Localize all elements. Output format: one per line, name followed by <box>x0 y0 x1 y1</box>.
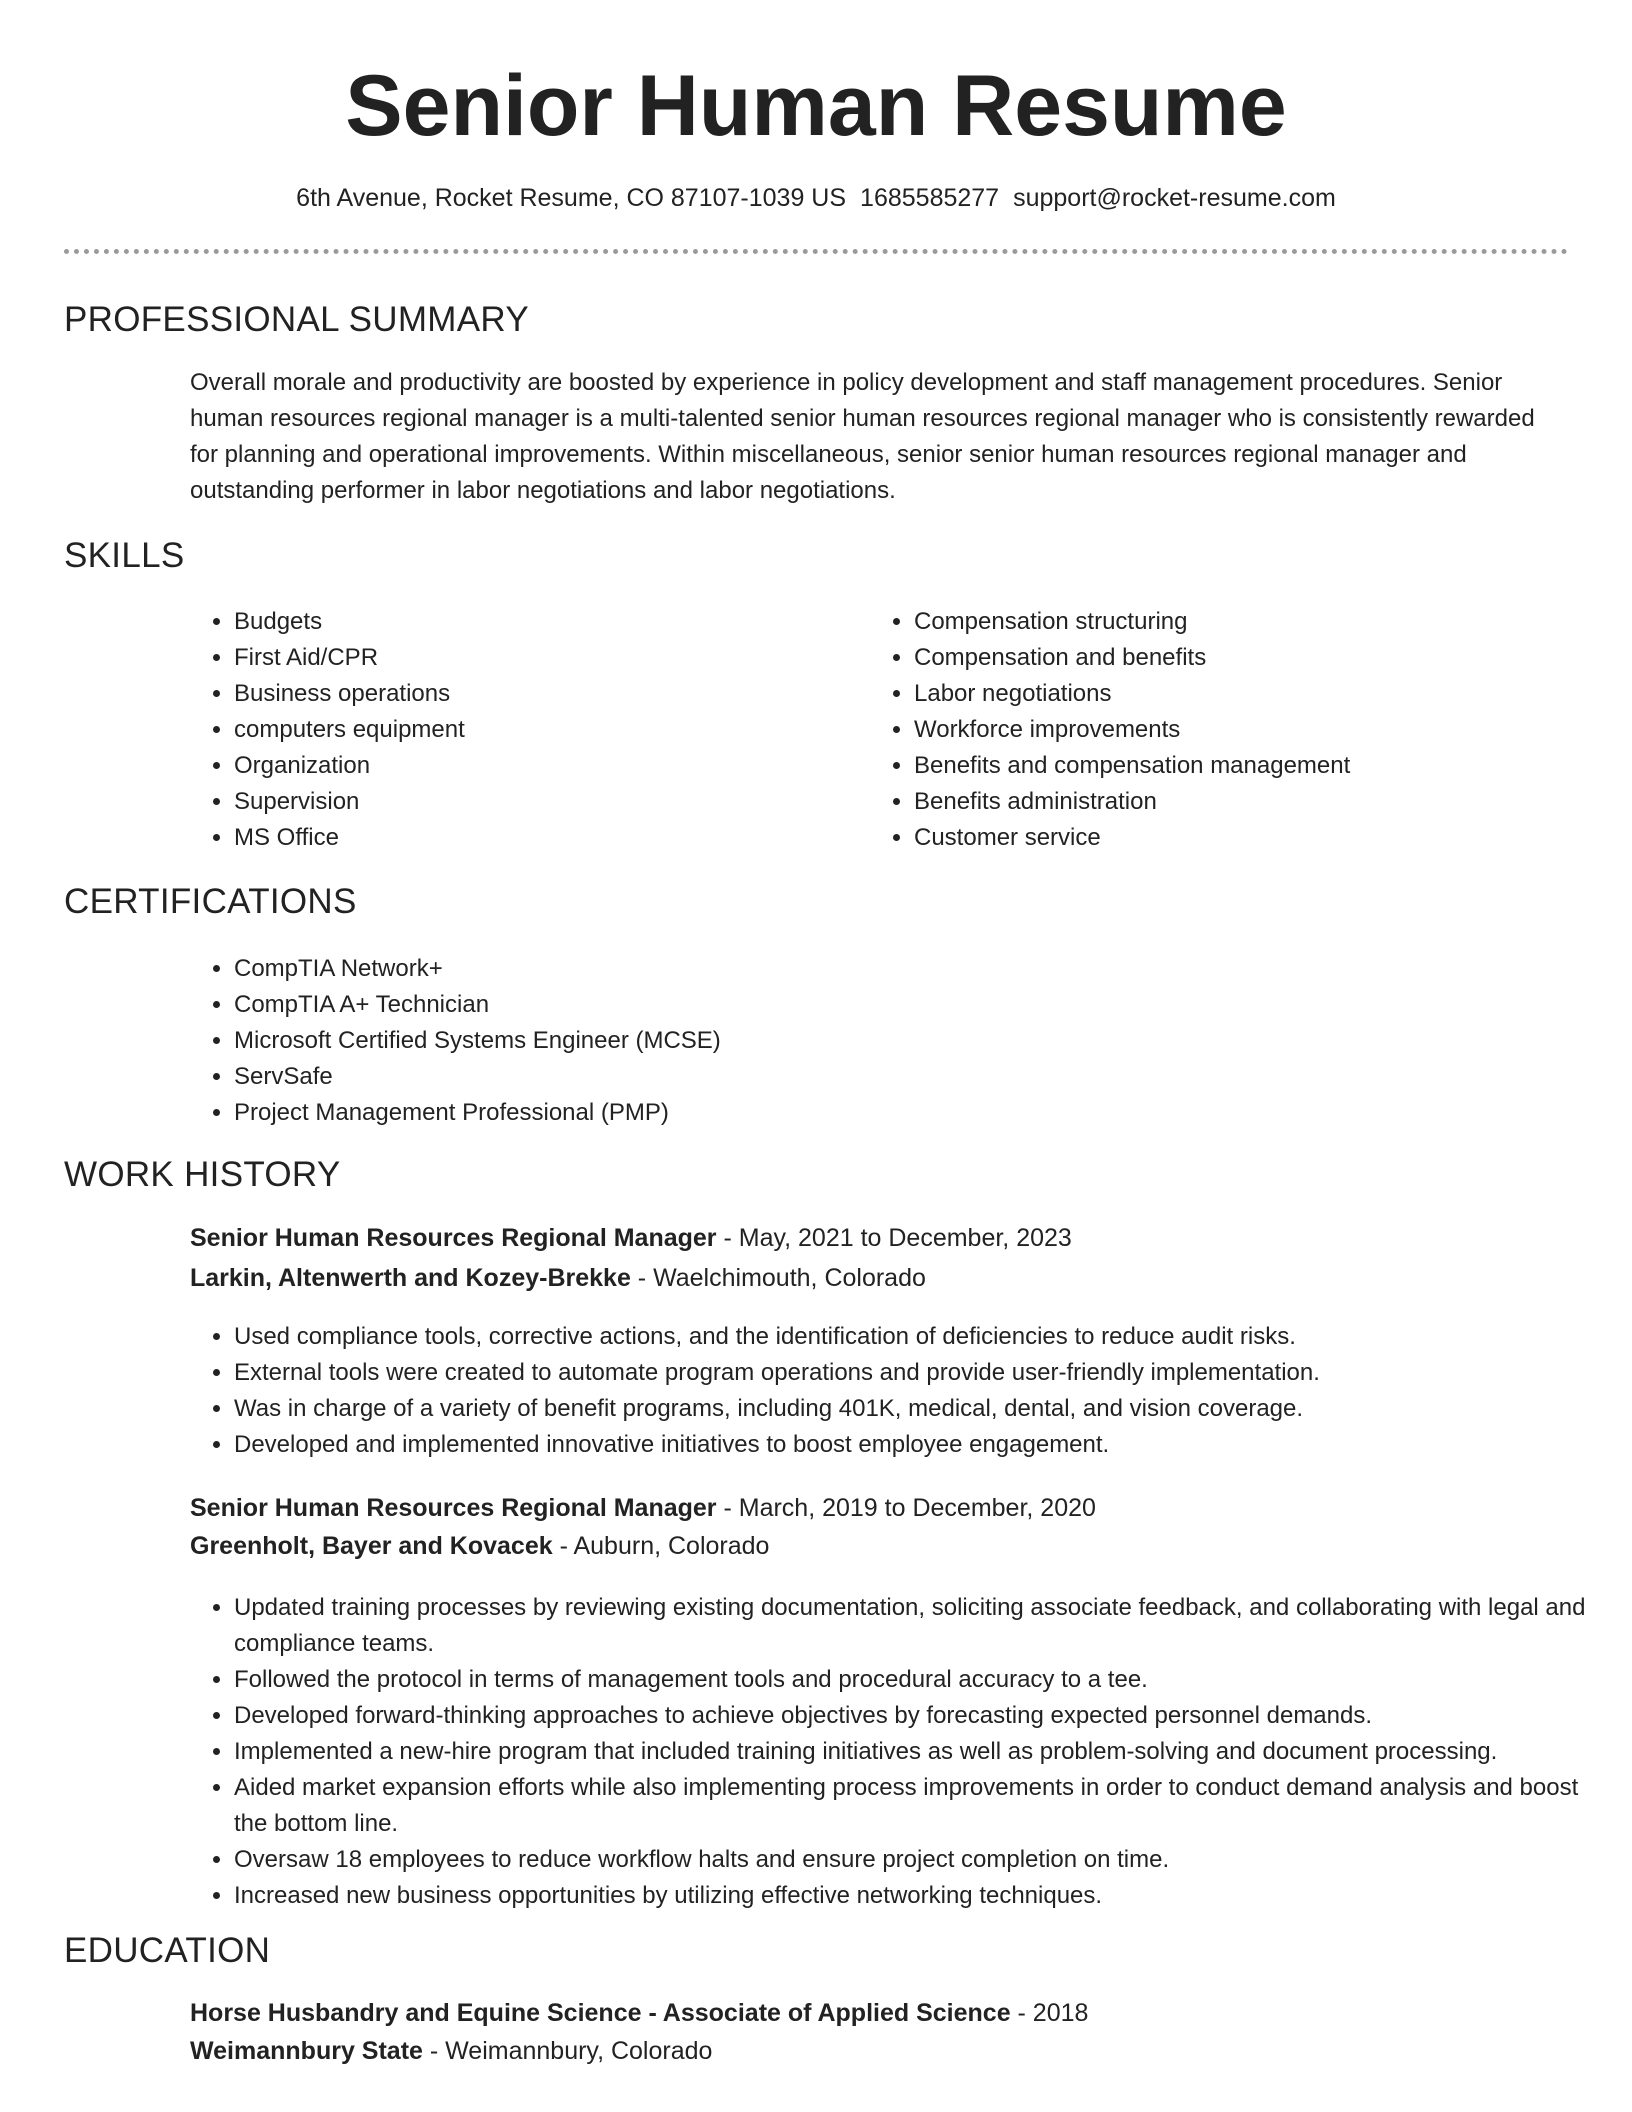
skill-item: • Compensation and benefits <box>914 640 1614 676</box>
job-location: - Auburn, Colorado <box>552 1532 770 1560</box>
education-degree-line <box>190 1995 1088 2031</box>
skills-heading: SKILLS <box>64 536 185 575</box>
summary-heading: PROFESSIONAL SUMMARY <box>64 300 529 339</box>
skill-item: • Benefits administration <box>914 784 1614 820</box>
header-divider <box>64 249 1568 254</box>
job-bullet: • Increased new business opportunities by utilizing effective networking techniques. <box>234 1878 1614 1914</box>
job-title-line <box>190 1220 1072 1256</box>
skill-item: • Supervision <box>234 784 874 820</box>
certification-item: • Microsoft Certified Systems Engineer (MCSE) <box>234 1023 1234 1059</box>
contact-email: support@rocket-resume.com <box>1013 184 1336 212</box>
education-school: Weimannbury State <box>190 2037 423 2065</box>
job-dates: - May, 2021 to December, 2023 <box>716 1224 1072 1252</box>
job-bullet: • Developed and implemented innovative initiatives to boost employee engagement. <box>234 1427 1614 1463</box>
job-bullet: • Followed the protocol in terms of management tools and procedural accuracy to a tee. <box>234 1662 1614 1698</box>
certification-item: • ServSafe <box>234 1059 1234 1095</box>
education-location: - Weimannbury, Colorado <box>422 2037 713 2065</box>
job-title: Senior Human Resources Regional Manager <box>190 1494 717 1522</box>
skill-item: • Budgets <box>234 604 874 640</box>
certifications-heading: CERTIFICATIONS <box>64 882 357 921</box>
job-dates: - March, 2019 to December, 2020 <box>716 1494 1096 1522</box>
job-bullets <box>190 1319 1614 1463</box>
job-bullet: • Oversaw 18 employees to reduce workflow halts and ensure project completion on time. <box>234 1842 1614 1878</box>
job-bullet: • Aided market expansion efforts while also implementing process improvements in order to conduct demand analysis and boost the bottom line. <box>234 1770 1614 1842</box>
certification-item: • Project Management Professional (PMP) <box>234 1095 1234 1131</box>
skill-item: • Customer service <box>914 820 1614 856</box>
job-bullet: • Used compliance tools, corrective actions, and the identification of deficiencies to reduce audit risks. <box>234 1319 1614 1355</box>
work-history-heading: WORK HISTORY <box>64 1155 341 1194</box>
education-school-line <box>190 2033 712 2069</box>
job-bullet: • Updated training processes by reviewing existing documentation, soliciting associate feedback, and collaborating with legal and compliance teams. <box>234 1590 1614 1662</box>
job-bullet: • Developed forward-thinking approaches to achieve objectives by forecasting expected personnel demands. <box>234 1698 1614 1734</box>
skill-item: • Workforce improvements <box>914 712 1614 748</box>
skill-item: • Business operations <box>234 676 874 712</box>
job-bullets <box>190 1590 1614 1914</box>
job-company-line <box>190 1260 926 1296</box>
job-company-line <box>190 1528 769 1564</box>
job-company: Greenholt, Bayer and Kovacek <box>190 1532 553 1560</box>
contact-phone: 1685585277 <box>860 184 1000 212</box>
education-year: - 2018 <box>1010 1999 1089 2027</box>
contact-line <box>0 180 1632 216</box>
skill-item: • Labor negotiations <box>914 676 1614 712</box>
job-bullet: • External tools were created to automate program operations and provide user-friendly implementation. <box>234 1355 1614 1391</box>
education-heading: EDUCATION <box>64 1931 271 1970</box>
skills-list-right <box>870 604 1614 856</box>
contact-address: 6th Avenue, Rocket Resume, CO 87107-1039 US <box>296 184 847 212</box>
certification-item: • CompTIA Network+ <box>234 951 1234 987</box>
skill-item: • First Aid/CPR <box>234 640 874 676</box>
certifications-list <box>190 951 1234 1131</box>
skill-item: • Compensation structuring <box>914 604 1614 640</box>
skill-item: • Organization <box>234 748 874 784</box>
job-location: - Waelchimouth, Colorado <box>630 1264 926 1292</box>
skill-item: • MS Office <box>234 820 874 856</box>
skills-list-left <box>190 604 874 856</box>
skill-item: • Benefits and compensation management <box>914 748 1614 784</box>
resume-name: Senior Human Resume <box>345 58 1287 154</box>
skill-item: • computers equipment <box>234 712 874 748</box>
certification-item: • CompTIA A+ Technician <box>234 987 1234 1023</box>
summary-text: Overall morale and productivity are boosted by experience in policy development and staff management procedures. Senior human resources regional manager is a multi-talented senior human resources regional manager who is consistently rewarded for planning and operational improvements. Within miscellaneous, senior senior human resources regional manager and outstanding performer in labor negotiations and labor negotiations. <box>190 369 1535 504</box>
job-company: Larkin, Altenwerth and Kozey-Brekke <box>190 1264 631 1292</box>
job-bullet: • Was in charge of a variety of benefit programs, including 401K, medical, dental, and vision coverage. <box>234 1391 1614 1427</box>
job-bullet: • Implemented a new-hire program that included training initiatives as well as problem-solving and document processing. <box>234 1734 1614 1770</box>
job-title-line <box>190 1490 1096 1526</box>
job-title: Senior Human Resources Regional Manager <box>190 1224 717 1252</box>
education-degree: Horse Husbandry and Equine Science - Associate of Applied Science <box>190 1999 1011 2027</box>
